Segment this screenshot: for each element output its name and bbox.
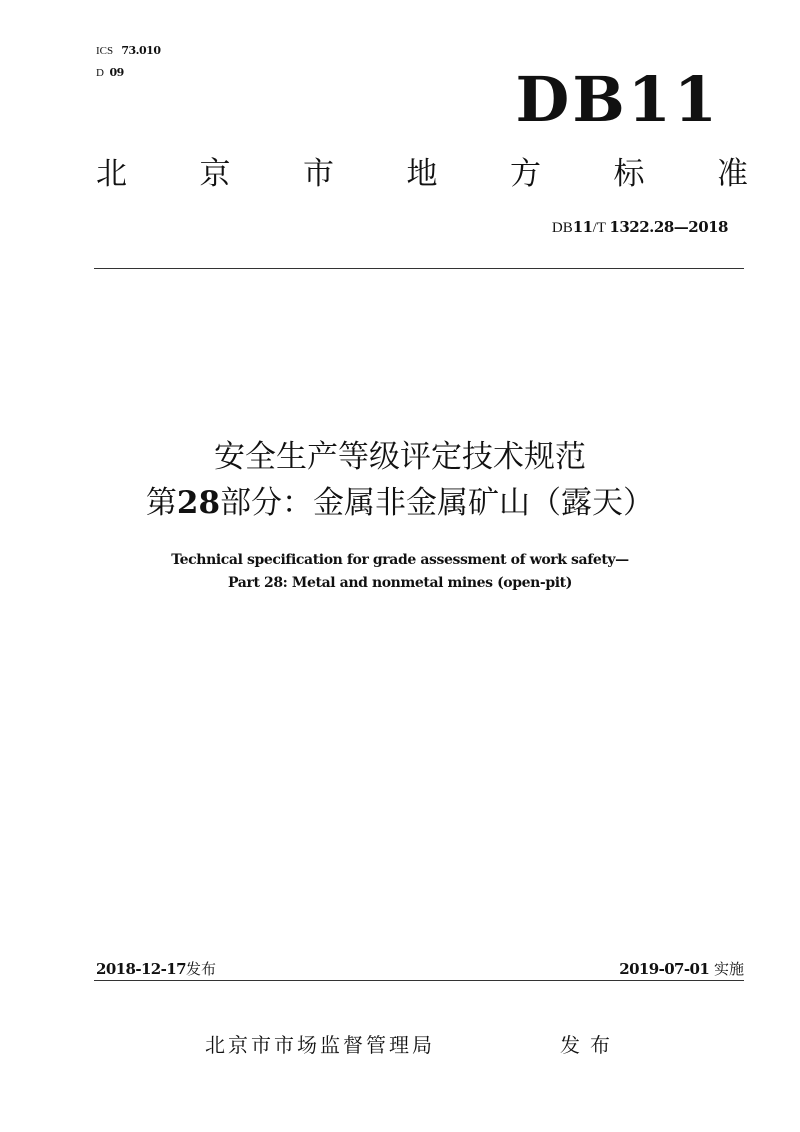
standard-type-name [96,154,748,194]
standard-name-char: 地 [406,156,438,192]
code-prefix: DB [551,220,573,236]
title-part-post: 部分：金属非金属矿山（露天） [220,485,655,521]
title-chinese [0,434,800,526]
issue-label: 发布 [560,1033,620,1057]
title-line-1: 安全生产等级评定技术规范 [214,439,586,475]
standard-code [552,218,728,237]
implement-date: 2019-07-01 [619,960,710,978]
ics-code: 73.010 [121,44,161,57]
title-part-number: 28 [176,485,221,521]
top-divider [94,268,744,269]
publish-label: 发布 [185,960,216,978]
implement-date-block [619,958,744,980]
standard-prefix: DB11 [515,63,720,136]
standard-name-char: 北 [96,156,127,192]
title-line-2 [0,480,800,526]
standard-name-char: 市 [303,156,334,192]
code-t: /T [592,220,610,236]
title-en-line-1: Technical specification for grade assessment of work safety— [171,552,629,568]
standard-name-char: 方 [510,156,541,192]
standard-name-char: 准 [717,156,748,192]
classification-codes [96,40,160,84]
publish-date-block [96,958,216,980]
ics-label: ICS [96,45,114,57]
title-english [0,549,800,595]
title-part-pre: 第 [145,485,177,521]
dates-row [96,958,744,980]
d-code: 09 [109,66,124,79]
code-rest: 1322.28—2018 [609,218,728,236]
standard-name-char: 标 [613,156,645,192]
publish-date: 2018-12-17 [96,960,186,978]
d-line [96,62,160,84]
title-en-line-2: Part 28: Metal and nonmetal mines (open-pit) [228,575,572,591]
ics-line [96,40,160,62]
d-label: D [96,67,104,79]
implement-label: 实施 [713,960,744,978]
code-num: 11 [572,218,593,236]
bottom-divider [94,980,744,981]
standard-name-char: 京 [199,156,231,192]
issuing-authority: 北京市市场监督管理局 [205,1033,435,1057]
